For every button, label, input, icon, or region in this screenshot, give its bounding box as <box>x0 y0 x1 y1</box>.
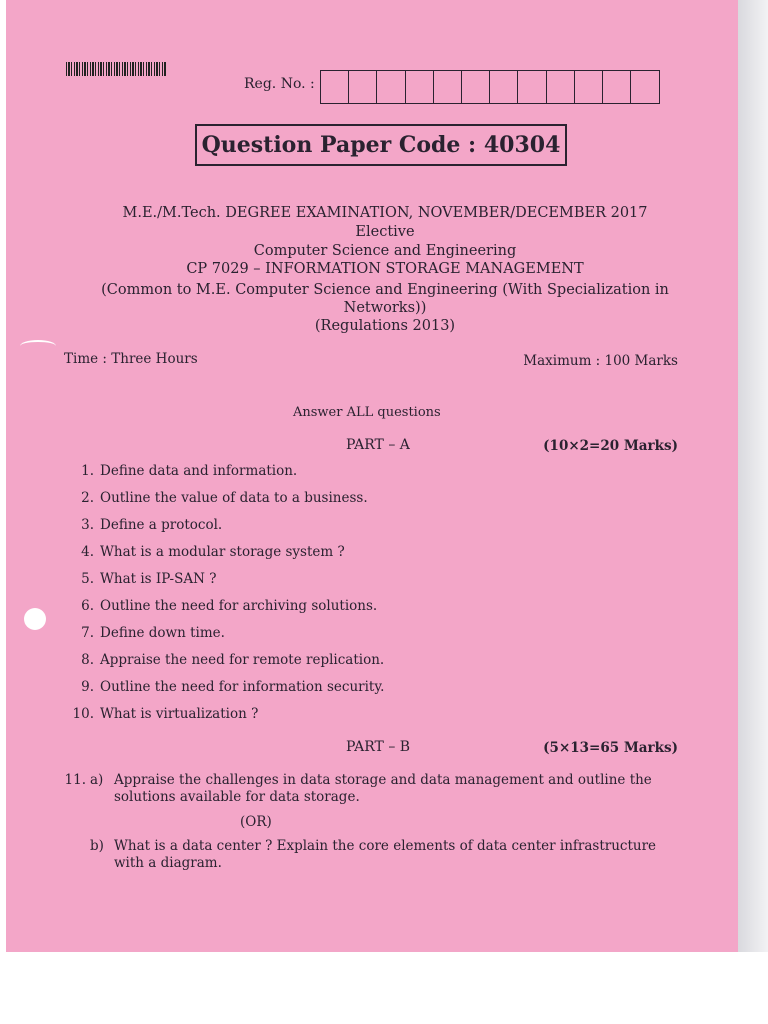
question-item <box>60 463 680 479</box>
reg-no-box[interactable] <box>377 71 405 103</box>
question-text: Outline the need for information security. <box>100 679 385 695</box>
exam-title: M.E./M.Tech. DEGREE EXAMINATION, NOVEMBER/DECEMBER 2017 <box>122 205 648 221</box>
reg-no-box[interactable] <box>575 71 603 103</box>
staple-tear-mark <box>20 340 56 352</box>
reg-no-box[interactable] <box>603 71 631 103</box>
reg-no-box[interactable] <box>547 71 575 103</box>
question-text: What is virtualization ? <box>100 706 259 722</box>
question-line: solutions available for data storage. <box>114 789 360 805</box>
punch-hole <box>24 608 46 630</box>
question-item <box>60 625 680 641</box>
question-text <box>114 772 674 806</box>
page-edge-shadow <box>738 0 768 952</box>
question-item <box>60 652 680 668</box>
question-item <box>60 679 680 695</box>
time-label: Time : Three Hours <box>64 351 198 367</box>
question-number: 6. <box>81 598 94 614</box>
part-a-marks: (10×2=20 Marks) <box>543 438 678 454</box>
sub-question-label: b) <box>90 838 104 854</box>
question-number: 10. <box>72 706 94 722</box>
reg-no-box[interactable] <box>518 71 546 103</box>
reg-no-box[interactable] <box>349 71 377 103</box>
regulations: (Regulations 2013) <box>314 318 456 334</box>
question-text: Define data and information. <box>100 463 298 479</box>
max-marks-label: Maximum : 100 Marks <box>523 353 678 369</box>
common-note-line2: Networks)) <box>343 300 427 316</box>
reg-no-box[interactable] <box>462 71 490 103</box>
question-item <box>60 706 680 722</box>
reg-no-box[interactable] <box>490 71 518 103</box>
question-text: Define down time. <box>100 625 225 641</box>
or-separator: (OR) <box>240 814 272 830</box>
reg-no-box[interactable] <box>321 71 349 103</box>
barcode-icon <box>66 62 166 76</box>
question-item <box>60 517 680 533</box>
part-a-heading: PART – A <box>346 437 410 453</box>
question-number: 1. <box>81 463 94 479</box>
reg-no-box[interactable] <box>434 71 462 103</box>
question-line: Appraise the challenges in data storage and data management and outline the <box>114 772 652 788</box>
reg-no-box[interactable] <box>631 71 659 103</box>
sub-question-label: a) <box>90 772 104 788</box>
course-title: CP 7029 – INFORMATION STORAGE MANAGEMENT <box>186 261 584 277</box>
question-text: Define a protocol. <box>100 517 223 533</box>
reg-no-label: Reg. No. : <box>244 76 315 92</box>
question-number: 9. <box>81 679 94 695</box>
exam-type: Elective <box>355 224 415 240</box>
question-item <box>60 598 680 614</box>
question-text: Outline the value of data to a business. <box>100 490 368 506</box>
reg-no-boxes[interactable] <box>320 70 660 104</box>
question-item <box>60 571 680 587</box>
question-paper-code: Question Paper Code : 40304 <box>195 124 567 166</box>
question-text: Outline the need for archiving solutions. <box>100 598 378 614</box>
question-number: 2. <box>81 490 94 506</box>
common-note-line1: (Common to M.E. Computer Science and Engineering (With Specialization in <box>101 282 669 298</box>
question-number: 7. <box>81 625 94 641</box>
question-number: 5. <box>81 571 94 587</box>
question-number: 3. <box>81 517 94 533</box>
question-text: Appraise the need for remote replication. <box>100 652 385 668</box>
question-line: What is a data center ? Explain the core elements of data center infrastructure <box>114 838 657 854</box>
question-line: with a diagram. <box>114 855 222 871</box>
reg-no-box[interactable] <box>406 71 434 103</box>
question-text: What is a modular storage system ? <box>100 544 345 560</box>
question-number: 11. <box>64 772 86 788</box>
question-number: 4. <box>81 544 94 560</box>
question-text <box>114 838 674 872</box>
question-item <box>60 544 680 560</box>
department: Computer Science and Engineering <box>253 243 517 259</box>
question-item <box>60 490 680 506</box>
part-b-heading: PART – B <box>346 739 411 755</box>
question-number: 8. <box>81 652 94 668</box>
instruction: Answer ALL questions <box>293 405 441 420</box>
question-text: What is IP-SAN ? <box>100 571 217 587</box>
part-b-marks: (5×13=65 Marks) <box>543 740 678 756</box>
